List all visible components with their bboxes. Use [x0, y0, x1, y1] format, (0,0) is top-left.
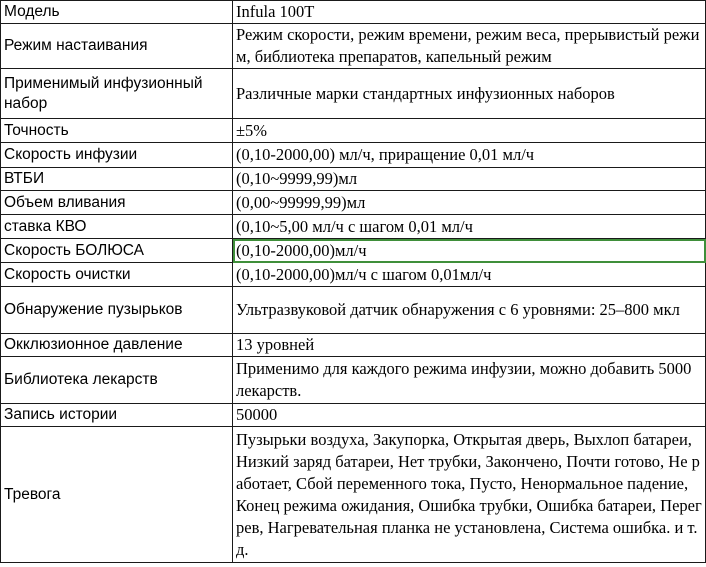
- row-value-bubble-detection[interactable]: Ультразвуковой датчик обнаружения с 6 уровнями: 25–800 мкл: [233, 287, 706, 334]
- row-value-alarm[interactable]: Пузырьки воздуха, Закупорка, Открытая дверь, Выхлоп батареи, Низкий заряд батареи, Нет трубки, Закончено, Почти готово, Не работает, Сбой переменного тока, Пусто, Ненормальное падение, Конец режима ожидания, Ошибка трубки, Ошибка батареи, Перегрев, Нагревательная планка не установлена, Система ошибка. и т. д.: [233, 427, 706, 563]
- row-label-bolus-rate[interactable]: Скорость БОЛЮСА: [1, 239, 233, 263]
- table-row: [1, 357, 706, 404]
- row-value-purge-rate[interactable]: (0,10-2000,00)мл/ч с шагом 0,01мл/ч: [233, 263, 706, 287]
- row-label-infusion-set[interactable]: Применимый инфузионный набор: [1, 69, 233, 119]
- row-value-accuracy[interactable]: ±5%: [233, 119, 706, 143]
- table-row: [1, 263, 706, 287]
- row-label-alarm[interactable]: Тревога: [1, 427, 233, 563]
- row-value-kvo-rate[interactable]: (0,10~5,00 мл/ч с шагом 0,01 мл/ч: [233, 215, 706, 239]
- row-label-purge-rate[interactable]: Скорость очистки: [1, 263, 233, 287]
- table-row: [1, 239, 706, 263]
- row-label-bubble-detection[interactable]: Обнаружение пузырьков: [1, 287, 233, 334]
- row-label-infused-volume[interactable]: Объем вливания: [1, 191, 233, 215]
- row-label-infusion-mode[interactable]: Режим настаивания: [1, 24, 233, 69]
- row-label-model[interactable]: Модель: [1, 1, 233, 24]
- table-row: [1, 334, 706, 357]
- row-value-history-record[interactable]: 50000: [233, 404, 706, 427]
- table-row: [1, 215, 706, 239]
- row-label-accuracy[interactable]: Точность: [1, 119, 233, 143]
- table-row: [1, 1, 706, 24]
- row-value-model[interactable]: Infula 100T: [233, 1, 706, 24]
- row-value-infused-volume[interactable]: (0,00~99999,99)мл: [233, 191, 706, 215]
- table-row: [1, 287, 706, 334]
- row-value-bolus-rate[interactable]: (0,10-2000,00)мл/ч: [233, 239, 706, 263]
- row-label-vtbi[interactable]: ВТБИ: [1, 168, 233, 191]
- row-value-infusion-rate[interactable]: (0,10-2000,00) мл/ч, приращение 0,01 мл/ч: [233, 143, 706, 168]
- table-row: [1, 191, 706, 215]
- row-label-history-record[interactable]: Запись истории: [1, 404, 233, 427]
- row-label-occlusion-pressure[interactable]: Окклюзионное давление: [1, 334, 233, 357]
- row-value-infusion-set[interactable]: Различные марки стандартных инфузионных наборов: [233, 69, 706, 119]
- table-row: [1, 168, 706, 191]
- table-row: [1, 69, 706, 119]
- table-row: [1, 404, 706, 427]
- row-label-drug-library[interactable]: Библиотека лекарств: [1, 357, 233, 404]
- table-row: [1, 119, 706, 143]
- table-row: [1, 24, 706, 69]
- row-value-vtbi[interactable]: (0,10~9999,99)мл: [233, 168, 706, 191]
- row-value-occlusion-pressure[interactable]: 13 уровней: [233, 334, 706, 357]
- table-row: [1, 143, 706, 168]
- row-label-kvo-rate[interactable]: ставка КВО: [1, 215, 233, 239]
- row-value-infusion-mode[interactable]: Режим скорости, режим времени, режим веса, прерывистый режим, библиотека препаратов, капельный режим: [233, 24, 706, 69]
- table-row: [1, 427, 706, 563]
- row-label-infusion-rate[interactable]: Скорость инфузии: [1, 143, 233, 168]
- row-value-drug-library[interactable]: Применимо для каждого режима инфузии, можно добавить 5000 лекарств.: [233, 357, 706, 404]
